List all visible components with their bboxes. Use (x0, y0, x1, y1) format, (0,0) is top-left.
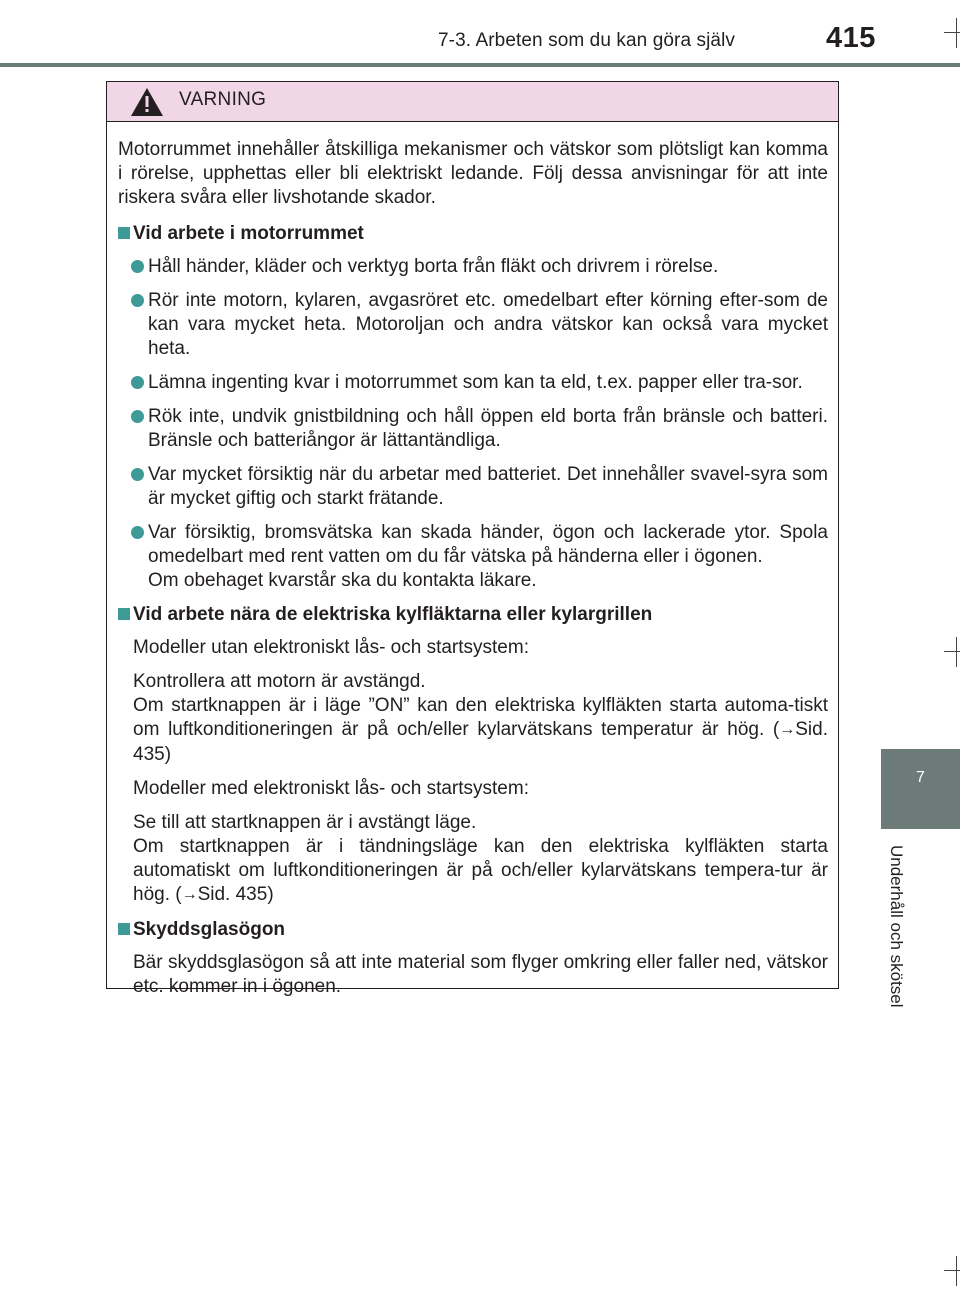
square-bullet-icon (118, 923, 130, 935)
square-bullet-icon (118, 608, 130, 620)
warning-triangle-icon (129, 86, 165, 118)
paragraph: Modeller med elektroniskt lås- och startsystem: (133, 778, 529, 799)
paragraph: Modeller utan elektroniskt lås- och startsystem: (133, 637, 529, 658)
list-item: Rök inte, undvik gnistbildning och håll öppen eld borta från bränsle och batteri. Bränsle och batteriångor är lättantändliga. (118, 405, 828, 453)
arrow-icon: → (181, 886, 198, 903)
chapter-caption-text: Underhåll och skötsel (887, 845, 906, 1008)
chapter-tab (881, 749, 960, 829)
square-bullet-icon (118, 227, 130, 239)
warning-header (107, 82, 838, 122)
round-bullet-icon (131, 376, 144, 389)
page-number: 415 (826, 22, 876, 54)
round-bullet-icon (131, 526, 144, 539)
round-bullet-icon (131, 260, 144, 273)
list-item: Lämna ingenting kvar i motorrummet som kan ta eld, t.ex. papper eller tra-sor. (118, 371, 828, 395)
warning-box (106, 81, 839, 997)
section-heading-safety-glasses: Skyddsglasögon (118, 918, 828, 942)
round-bullet-icon (131, 294, 144, 307)
round-bullet-icon (131, 410, 144, 423)
chapter-caption (880, 845, 930, 1035)
list-item: Var mycket försiktig när du arbetar med batteriet. Det innehåller svavel-syra som är mycket giftig och starkt frätande. (118, 463, 828, 511)
paragraph: Kontrollera att motorn är avstängd. Om startknappen är i läge ”ON” kan den elektriska kylfläkten starta automa-tiskt om luftkonditioneringen är på och/eller kylarvätskans temperatur är hög. (→Sid. 435) (133, 671, 828, 765)
chapter-number: 7 (916, 769, 925, 786)
header-rule (0, 63, 960, 67)
paragraph: Se till att startknappen är i avstängt läge. Om startknappen är i tändningsläge kan den elektriska kylfläkten starta automatiskt om luftkonditioneringen är på och/eller kylarvätskans tempera-tur är hög. (→Sid. 435) (133, 812, 828, 905)
section-heading-cooling-fans: Vid arbete nära de elektriska kylfläktarna eller kylargrillen (118, 603, 828, 627)
arrow-icon: → (779, 721, 796, 738)
header-section-title: 7-3. Arbeten som du kan göra själv (438, 30, 736, 51)
warning-intro: Motorrummet innehåller åtskilliga mekanismer och vätskor som plötsligt kan komma i rörelse, upphettas eller bli elektriskt ledande. Följ dessa anvisningar för att inte riskera svåra eller livshotande skador. (118, 139, 828, 208)
list-item: Rör inte motorn, kylaren, avgasröret etc. omedelbart efter körning efter-som de kan vara mycket heta. Motoroljan och andra vätskor kan också vara mycket heta. (118, 289, 828, 361)
list-item: Var försiktig, bromsvätska kan skada händer, ögon och lackerade ytor. Spola omedelbart med rent vatten om du får vätska på händerna eller i ögonen. Om obehaget kvarstår ska du kontakta läkare. (118, 521, 828, 593)
round-bullet-icon (131, 468, 144, 481)
paragraph: Bär skyddsglasögon så att inte material som flyger omkring eller faller ned, vätskor etc. kommer in i ögonen. (133, 952, 828, 997)
section-heading-engine-bay: Vid arbete i motorrummet (118, 222, 828, 246)
warning-content (118, 138, 828, 999)
warning-title: VARNING (179, 89, 267, 110)
list-item: Håll händer, kläder och verktyg borta från fläkt och drivrem i rörelse. (118, 255, 828, 279)
